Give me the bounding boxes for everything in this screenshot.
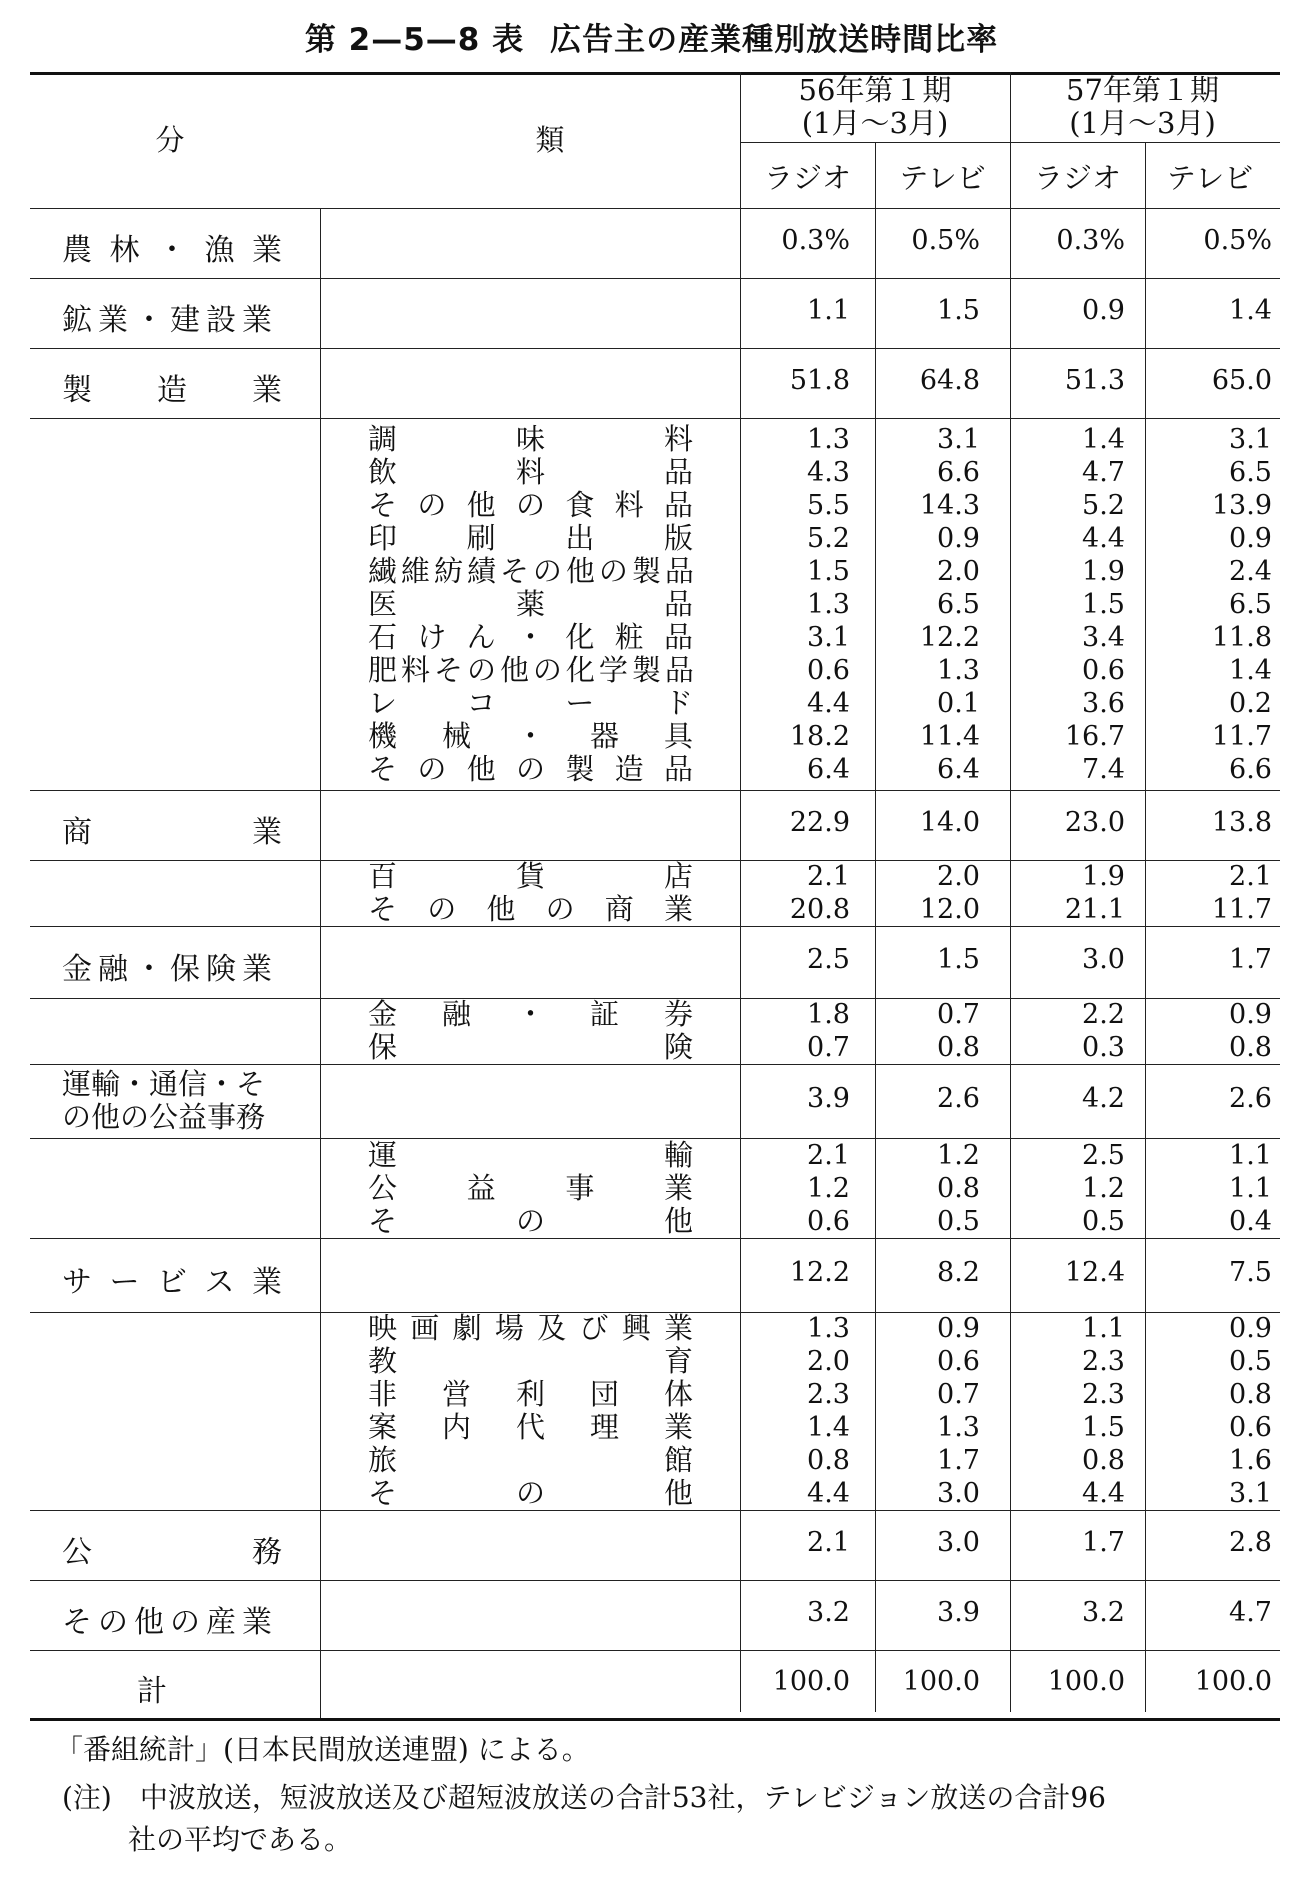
value-cell: 100.0 (1047, 1666, 1125, 1697)
value-cell: 0.2 (1229, 687, 1272, 719)
value-cell: 0.6 (807, 1205, 850, 1237)
value-cell: 0.7 (937, 1379, 980, 1410)
value-cell: 1.3 (937, 1412, 980, 1443)
row-rule (30, 1238, 1280, 1239)
category-public: 公 務 (62, 1535, 282, 1570)
value-cell: 0.5 (1229, 1346, 1272, 1377)
value-cell: 1.7 (937, 1445, 980, 1476)
value-cell: 1.5 (1082, 1412, 1125, 1443)
value-cell: 0.1 (937, 687, 980, 719)
value-column (1082, 1312, 1125, 1510)
header-category2: 類 (535, 123, 565, 157)
value-cell: 4.4 (807, 687, 850, 719)
sub-item-label: そ の 他 の 製 造 品 (368, 751, 693, 786)
column-rule (320, 208, 321, 278)
sub-item-label: 運 輸 (368, 1137, 693, 1172)
value-cell: 5.5 (807, 489, 850, 521)
value-cell: 11.8 (1211, 621, 1272, 653)
value-cell: 1.1 (807, 295, 850, 326)
value-cell: 0.5 (937, 1205, 980, 1237)
value-cell: 18.2 (789, 720, 850, 752)
value-cell: 0.5 (1082, 1205, 1125, 1237)
value-cell: 2.6 (1229, 1083, 1272, 1114)
value-cell: 1.1 (1229, 1172, 1272, 1204)
value-cell: 4.3 (807, 456, 850, 488)
value-cell: 1.4 (1229, 295, 1272, 326)
value-cell: 6.4 (807, 753, 850, 785)
value-cell: 1.6 (1229, 1445, 1272, 1476)
sub-item-label: そ の 他 (368, 1476, 693, 1510)
value-column (1229, 1312, 1272, 1510)
value-cell: 1.2 (937, 1139, 980, 1171)
media-header: テレビ (899, 161, 986, 195)
row-rule (30, 418, 1280, 419)
value-cell: 0.8 (807, 1445, 850, 1476)
value-cell: 3.1 (1229, 1478, 1272, 1509)
value-cell: 2.6 (937, 1083, 980, 1114)
value-cell: 1.4 (1082, 423, 1125, 455)
value-cell: 4.7 (1229, 1597, 1272, 1628)
category-label-line2: の他の公益事務 (62, 1100, 266, 1134)
value-cell: 2.1 (1229, 861, 1272, 892)
value-column (937, 1139, 980, 1238)
column-rule (320, 348, 321, 418)
value-cell: 2.1 (807, 861, 850, 892)
sub-item-label: 医 薬 品 (368, 586, 693, 621)
sub-item-label: 保 険 (368, 1030, 693, 1064)
value-cell: 51.8 (789, 365, 850, 396)
value-cell: 2.1 (807, 1527, 850, 1558)
table-title: 広告主の産業種別放送時間比率 (550, 22, 999, 58)
value-cell: 1.4 (1229, 654, 1272, 686)
value-cell: 3.6 (1082, 687, 1125, 719)
value-cell: 4.2 (1082, 1083, 1125, 1114)
value-cell: 3.9 (807, 1083, 850, 1114)
column-rule (1010, 72, 1011, 1712)
value-cell: 0.6 (1082, 654, 1125, 686)
value-cell: 2.3 (807, 1379, 850, 1410)
value-cell: 4.7 (1082, 456, 1125, 488)
sub-item-label: 公 益 事 業 (368, 1170, 693, 1205)
value-cell: 14.3 (919, 489, 980, 521)
value-cell: 0.9 (1082, 295, 1125, 326)
value-cell: 4.4 (1082, 522, 1125, 554)
column-rule (320, 1580, 321, 1650)
sub-item-label: 案 内 代 理 業 (368, 1410, 693, 1444)
column-rule (1145, 142, 1146, 1712)
value-cell: 2.0 (807, 1346, 850, 1377)
media-header: テレビ (1166, 161, 1254, 195)
value-cell: 2.3 (1082, 1379, 1125, 1410)
value-column (1229, 998, 1272, 1064)
value-cell: 0.7 (937, 999, 980, 1030)
value-cell: 1.1 (1229, 1139, 1272, 1171)
row-rule (30, 1064, 1280, 1065)
value-cell: 2.5 (1082, 1139, 1125, 1171)
column-rule (320, 926, 321, 998)
value-cell: 3.0 (937, 1478, 980, 1509)
sub-item-label: 教 育 (368, 1344, 693, 1378)
value-cell: 1.3 (807, 423, 850, 455)
column-rule (320, 998, 321, 1064)
value-cell: 1.3 (807, 1313, 850, 1344)
value-cell: 1.9 (1082, 861, 1125, 892)
sub-item-label: 金 融 ・ 証 券 (368, 997, 693, 1031)
value-column (1065, 423, 1125, 786)
row-rule (30, 348, 1280, 349)
column-rule (320, 1238, 321, 1312)
value-cell: 13.9 (1211, 489, 1272, 521)
value-cell: 3.1 (807, 621, 850, 653)
category-agri: 農 林 ・ 漁 業 (62, 233, 282, 268)
sub-item-label: 石 け ん ・ 化 粧 品 (368, 619, 693, 654)
category-other: そ の 他 の 産 業 (62, 1605, 272, 1640)
row-rule (30, 1580, 1280, 1581)
value-cell: 51.3 (1064, 365, 1125, 396)
value-cell: 6.4 (937, 753, 980, 785)
value-cell: 3.0 (937, 1527, 980, 1558)
value-cell: 5.2 (807, 522, 850, 554)
value-cell: 0.6 (807, 654, 850, 686)
value-cell: 1.7 (1082, 1527, 1125, 1558)
value-cell: 100.0 (772, 1666, 850, 1697)
value-cell: 0.3% (781, 225, 850, 256)
value-cell: 1.5 (937, 944, 980, 975)
column-rule (320, 1650, 321, 1718)
page-title (0, 14, 1303, 59)
value-cell: 0.7 (807, 1032, 850, 1063)
row-rule (30, 278, 1280, 279)
sub-items-transport_sub (368, 1139, 693, 1238)
value-cell: 1.7 (1229, 944, 1272, 975)
sub-item-label: 繊 維 紡 績 そ の 他 の 製 品 (368, 553, 693, 588)
value-cell: 2.5 (807, 944, 850, 975)
value-cell: 1.2 (807, 1172, 850, 1204)
column-rule (320, 1510, 321, 1580)
column-rule (320, 860, 321, 926)
sub-item-label: 肥 料 そ の 他 の 化 学 製 品 (368, 652, 693, 687)
value-cell: 2.0 (937, 861, 980, 892)
value-cell: 14.0 (919, 807, 980, 838)
value-cell: 1.3 (937, 654, 980, 686)
sub-item-label: 映 画 劇 場 及 び 興 業 (368, 1311, 693, 1345)
value-cell: 13.8 (1211, 807, 1272, 838)
sub-item-label: そ の 他 の 商 業 (368, 892, 693, 926)
category-total: 計 (137, 1674, 167, 1709)
value-column (1229, 1139, 1272, 1238)
sub-item-label: そ の 他 の 食 料 品 (368, 487, 693, 522)
row-rule (30, 208, 1280, 209)
column-rule (320, 1064, 321, 1138)
value-cell: 2.3 (1082, 1346, 1125, 1377)
value-column (920, 860, 980, 926)
value-cell: 6.5 (937, 588, 980, 620)
period-header (740, 74, 1010, 140)
value-cell: 5.2 (1082, 489, 1125, 521)
value-cell: 0.8 (1229, 1379, 1272, 1410)
value-column (790, 860, 850, 926)
sub-item-label: 印 刷 出 版 (368, 520, 693, 555)
value-cell: 0.3% (1056, 225, 1125, 256)
value-cell: 22.9 (789, 807, 850, 838)
source-note: 「番組統計」(日本民間放送連盟) による。 (55, 1733, 590, 1766)
value-cell: 11.7 (1211, 720, 1272, 752)
column-rule (875, 142, 876, 1712)
value-column (1212, 423, 1272, 786)
value-cell: 0.6 (937, 1346, 980, 1377)
value-cell: 20.8 (789, 894, 850, 925)
value-cell: 23.0 (1064, 807, 1125, 838)
value-cell: 2.2 (1082, 999, 1125, 1030)
value-cell: 64.8 (919, 365, 980, 396)
period-line2: (1月〜3月) (801, 106, 949, 140)
value-cell: 3.2 (807, 1597, 850, 1628)
header-category: 分 (155, 123, 185, 157)
value-cell: 0.9 (1229, 522, 1272, 554)
category-label-line1: 運輸・通信・そ (62, 1067, 266, 1101)
value-cell: 3.1 (1229, 423, 1272, 455)
period-line2: (1月〜3月) (1069, 106, 1216, 140)
value-cell: 3.1 (937, 423, 980, 455)
category-commerce: 商 業 (62, 815, 282, 850)
sub-items-mfg_sub (368, 423, 693, 786)
media-header: ラジオ (763, 161, 851, 195)
value-cell: 8.2 (937, 1257, 980, 1288)
value-cell: 11.4 (919, 720, 980, 752)
value-cell: 0.8 (937, 1032, 980, 1063)
category-transport (62, 1068, 302, 1134)
category-finance: 金 融 ・ 保 険 業 (62, 952, 272, 987)
value-cell: 16.7 (1064, 720, 1125, 752)
category-service: サ ー ビ ス 業 (62, 1265, 282, 1300)
value-cell: 4.4 (1082, 1478, 1125, 1509)
value-cell: 12.2 (919, 621, 980, 653)
sub-item-label: 非 営 利 団 体 (368, 1377, 693, 1411)
value-cell: 21.1 (1064, 894, 1125, 925)
value-cell: 1.2 (1082, 1172, 1125, 1204)
column-rule (320, 278, 321, 348)
value-cell: 7.5 (1229, 1257, 1272, 1288)
column-rule (320, 1138, 321, 1238)
value-cell: 0.8 (937, 1172, 980, 1204)
sub-item-label: 調 味 料 (368, 421, 693, 456)
value-cell: 65.0 (1211, 365, 1272, 396)
sub-item-label: 飲 料 品 (368, 454, 693, 489)
value-column (937, 1312, 980, 1510)
value-cell: 12.2 (789, 1257, 850, 1288)
value-cell: 3.4 (1082, 621, 1125, 653)
sub-item-label: レ コ ー ド (368, 685, 693, 720)
row-rule (30, 926, 1280, 927)
value-cell: 0.8 (1229, 1032, 1272, 1063)
value-cell: 3.9 (937, 1597, 980, 1628)
value-cell: 6.6 (1229, 753, 1272, 785)
value-cell: 2.4 (1229, 555, 1272, 587)
value-cell: 1.1 (1082, 1313, 1125, 1344)
value-cell: 1.3 (807, 588, 850, 620)
column-rule (320, 1312, 321, 1510)
value-cell: 6.5 (1229, 456, 1272, 488)
period-line1: 57年第１期 (1066, 73, 1219, 107)
column-rule (320, 418, 321, 790)
sub-items-service_sub (368, 1312, 693, 1510)
value-column (807, 1139, 850, 1238)
value-cell: 2.8 (1229, 1527, 1272, 1558)
value-column (1065, 860, 1125, 926)
row-rule (30, 1510, 1280, 1511)
value-column (1082, 1139, 1125, 1238)
row-rule (30, 1650, 1280, 1651)
footnote-line1: (注) 中波放送，短波放送及び超短波放送の合計53社，テレビジョン放送の合計96 (62, 1781, 1106, 1814)
sub-items-commerce_sub (368, 860, 693, 926)
value-cell: 100.0 (902, 1666, 980, 1697)
value-column (807, 1312, 850, 1510)
value-cell: 12.0 (919, 894, 980, 925)
value-cell: 6.6 (937, 456, 980, 488)
value-column (920, 423, 980, 786)
value-cell: 0.5% (911, 225, 980, 256)
sub-item-label: 機 械 ・ 器 具 (368, 718, 693, 753)
value-cell: 0.8 (1082, 1445, 1125, 1476)
value-cell: 1.8 (807, 999, 850, 1030)
value-cell: 7.4 (1082, 753, 1125, 785)
value-cell: 3.2 (1082, 1597, 1125, 1628)
sub-item-label: そ の 他 (368, 1203, 693, 1238)
column-rule (320, 790, 321, 860)
value-cell: 12.4 (1064, 1257, 1125, 1288)
value-cell: 0.9 (937, 522, 980, 554)
value-column (1082, 998, 1125, 1064)
value-cell: 4.4 (807, 1478, 850, 1509)
value-column (790, 423, 850, 786)
table-number: 第 2—5—8 表 (304, 22, 525, 58)
footnote-line2: 社の平均である。 (128, 1823, 353, 1856)
value-column (1212, 860, 1272, 926)
value-cell: 0.3 (1082, 1032, 1125, 1063)
value-column (937, 998, 980, 1064)
row-rule (30, 790, 1280, 791)
value-cell: 100.0 (1194, 1666, 1272, 1697)
value-cell: 2.1 (807, 1139, 850, 1171)
value-cell: 0.5% (1203, 225, 1272, 256)
column-rule (740, 72, 741, 1712)
value-cell: 1.4 (807, 1412, 850, 1443)
sub-item-label: 百 貨 店 (368, 859, 693, 893)
value-cell: 0.9 (937, 1313, 980, 1344)
value-cell: 1.5 (807, 555, 850, 587)
sub-items-finance_sub (368, 998, 693, 1064)
period-header (1010, 74, 1275, 140)
value-cell: 0.9 (1229, 999, 1272, 1030)
value-cell: 2.0 (937, 555, 980, 587)
row-rule (30, 1718, 1280, 1721)
value-cell: 0.4 (1229, 1205, 1272, 1237)
value-cell: 1.5 (1082, 588, 1125, 620)
value-column (807, 998, 850, 1064)
media-header: ラジオ (1033, 161, 1121, 195)
category-mining: 鉱 業 ・ 建 設 業 (62, 303, 272, 338)
value-cell: 1.9 (1082, 555, 1125, 587)
category-mfg: 製 造 業 (62, 373, 282, 408)
value-cell: 0.9 (1229, 1313, 1272, 1344)
period-line1: 56年第１期 (798, 73, 952, 107)
value-cell: 11.7 (1211, 894, 1272, 925)
value-cell: 0.6 (1229, 1412, 1272, 1443)
value-cell: 3.0 (1082, 944, 1125, 975)
sub-item-label: 旅 館 (368, 1443, 693, 1477)
value-cell: 6.5 (1229, 588, 1272, 620)
value-cell: 1.5 (937, 295, 980, 326)
